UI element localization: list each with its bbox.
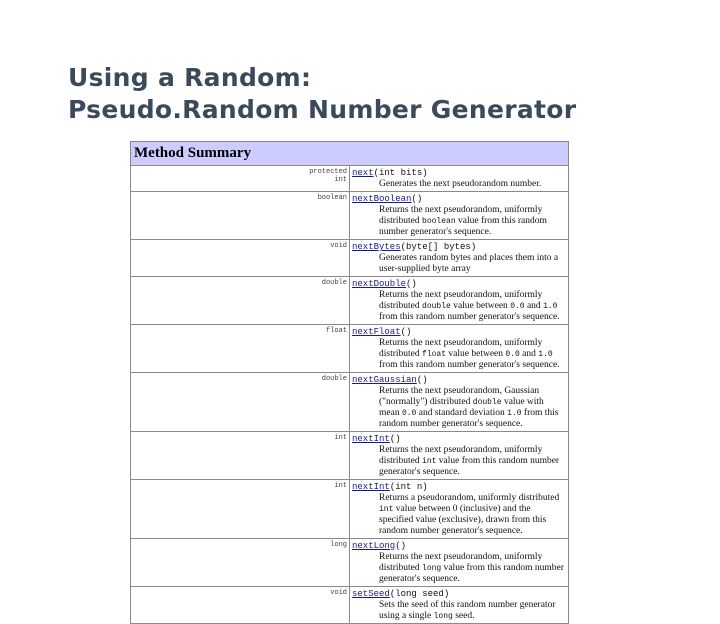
method-and-description (350, 166, 569, 192)
method-description (352, 179, 566, 190)
description-text: Sets the seed of this random number generator using a single (379, 600, 556, 621)
method-row (131, 277, 569, 325)
description-text: Returns the next pseudorandom, uniformly distributed (379, 205, 543, 226)
method-row (131, 587, 569, 624)
method-row (131, 325, 569, 373)
code-literal: int (379, 505, 394, 514)
code-literal: 1.0 (543, 302, 558, 311)
code-literal: 1.0 (507, 409, 522, 418)
slide-title-line-2: Pseudo.Random Number Generator (68, 95, 577, 124)
code-literal: long (422, 564, 442, 573)
method-link-nextint[interactable]: nextInt (352, 482, 390, 492)
description-text: and (524, 301, 544, 311)
method-summary-table (130, 141, 569, 624)
modifier-and-type (131, 325, 350, 373)
method-link-nextfloat[interactable]: nextFloat (352, 327, 401, 337)
description-text: value between 0 (inclusive) and the specified value (exclusive), drawn from this random number generator's sequence. (379, 504, 547, 536)
type-token: int (334, 176, 347, 184)
description-text: Returns the next pseudorandom, Gaussian ("normally") distributed (379, 386, 540, 407)
code-literal: 0.0 (401, 409, 417, 418)
description-text: Generates the next pseudorandom number. (379, 179, 542, 189)
method-and-description (350, 277, 569, 325)
method-signature (352, 326, 566, 338)
description-text: Generates random bytes and places them into a user-supplied byte array (379, 253, 559, 274)
modifier-and-type (131, 539, 350, 587)
modifier-and-type (131, 166, 350, 192)
method-row (131, 539, 569, 587)
description-text: value from this random number generator's sequence. (379, 216, 547, 237)
method-and-description (350, 539, 569, 587)
type-token: protected (309, 168, 347, 176)
description-text: Returns the next pseudorandom, uniformly distributed (379, 445, 543, 466)
type-token: double (321, 279, 347, 287)
method-link-nextlong[interactable]: nextLong (352, 541, 396, 551)
modifier-and-type (131, 192, 350, 240)
description-text: Returns the next pseudorandom, uniformly distributed (379, 552, 543, 573)
method-description (352, 445, 566, 478)
description-text: value from this random number generator's sequence. (379, 563, 564, 584)
method-and-description (350, 373, 569, 432)
description-text: from this random number generator's sequence. (379, 312, 560, 322)
method-and-description (350, 240, 569, 277)
type-token: long (330, 541, 347, 549)
modifier-and-type (131, 373, 350, 432)
description-text: value between (446, 349, 506, 359)
code-literal: 1.0 (538, 350, 553, 359)
method-summary-header: Method Summary (131, 142, 569, 166)
description-text: value between (450, 301, 511, 311)
modifier-and-type (131, 480, 350, 539)
method-and-description (350, 587, 569, 624)
description-text: from this random number generator's sequence. (379, 360, 560, 370)
type-token: double (321, 375, 347, 383)
method-description (352, 338, 566, 371)
method-params: () (411, 194, 423, 204)
method-params: (long seed) (389, 589, 450, 599)
description-text: and (519, 349, 539, 359)
description-text: and standard deviation (416, 408, 508, 418)
method-description (352, 386, 566, 430)
method-signature (352, 241, 566, 253)
method-and-description (350, 480, 569, 539)
method-params: () (389, 434, 401, 444)
method-row (131, 166, 569, 192)
method-link-nextint[interactable]: nextInt (352, 434, 390, 444)
method-link-nextboolean[interactable]: nextBoolean (352, 194, 412, 204)
method-description (352, 290, 566, 323)
method-row (131, 240, 569, 277)
code-literal: int (422, 457, 437, 466)
method-and-description (350, 432, 569, 480)
method-link-next[interactable]: next (352, 168, 374, 178)
description-text: Returns a pseudorandom, uniformly distributed (379, 493, 560, 503)
method-signature (352, 193, 566, 205)
method-signature (352, 167, 566, 179)
modifier-and-type (131, 432, 350, 480)
description-text: value from this random number generator's sequence. (379, 456, 560, 477)
method-and-description (350, 192, 569, 240)
method-link-setseed[interactable]: setSeed (352, 589, 390, 599)
type-token: void (330, 589, 347, 597)
code-literal: long (433, 612, 453, 621)
method-link-nextgaussian[interactable]: nextGaussian (352, 375, 417, 385)
type-token: float (325, 327, 347, 335)
modifier-and-type (131, 240, 350, 277)
method-description (352, 253, 566, 275)
method-description (352, 205, 566, 238)
description-text: from this random number generator's sequence. (379, 408, 559, 429)
code-literal: double (472, 398, 502, 407)
method-signature (352, 588, 566, 600)
method-signature (352, 540, 566, 552)
code-literal: 0.0 (505, 350, 520, 359)
type-token: boolean (317, 194, 347, 202)
method-params: () (400, 327, 412, 337)
method-link-nextdouble[interactable]: nextDouble (352, 279, 407, 289)
slide-title-line-1: Using a Random: (68, 63, 312, 92)
code-literal: boolean (422, 217, 456, 226)
method-params: (int n) (389, 482, 428, 492)
method-params: () (416, 375, 428, 385)
method-signature (352, 278, 566, 290)
description-text: Returns the next pseudorandom, uniformly distributed (379, 338, 543, 359)
method-signature (352, 481, 566, 493)
method-description (352, 493, 566, 537)
method-summary-body (131, 166, 569, 624)
method-params: () (406, 279, 417, 289)
type-token: int (334, 434, 347, 442)
description-text: seed. (452, 611, 475, 621)
code-literal: double (422, 302, 451, 311)
method-summary-header-row (131, 142, 569, 166)
method-params: () (395, 541, 407, 551)
type-token: void (330, 242, 347, 250)
code-literal: 0.0 (510, 302, 525, 311)
description-text: value with mean (379, 397, 544, 418)
type-token: int (334, 482, 347, 490)
method-description (352, 552, 566, 585)
code-literal: float (422, 350, 447, 359)
method-row (131, 373, 569, 432)
method-description (352, 600, 566, 622)
method-and-description (350, 325, 569, 373)
method-params: (byte[] bytes) (400, 242, 477, 252)
method-row (131, 480, 569, 539)
method-link-nextbytes[interactable]: nextBytes (352, 242, 401, 252)
method-row (131, 192, 569, 240)
slide-title (68, 62, 576, 126)
method-row (131, 432, 569, 480)
method-signature (352, 433, 566, 445)
modifier-and-type (131, 587, 350, 624)
method-signature (352, 374, 566, 386)
modifier-and-type (131, 277, 350, 325)
method-params: (int bits) (373, 168, 428, 178)
description-text: Returns the next pseudorandom, uniformly distributed (379, 290, 543, 311)
